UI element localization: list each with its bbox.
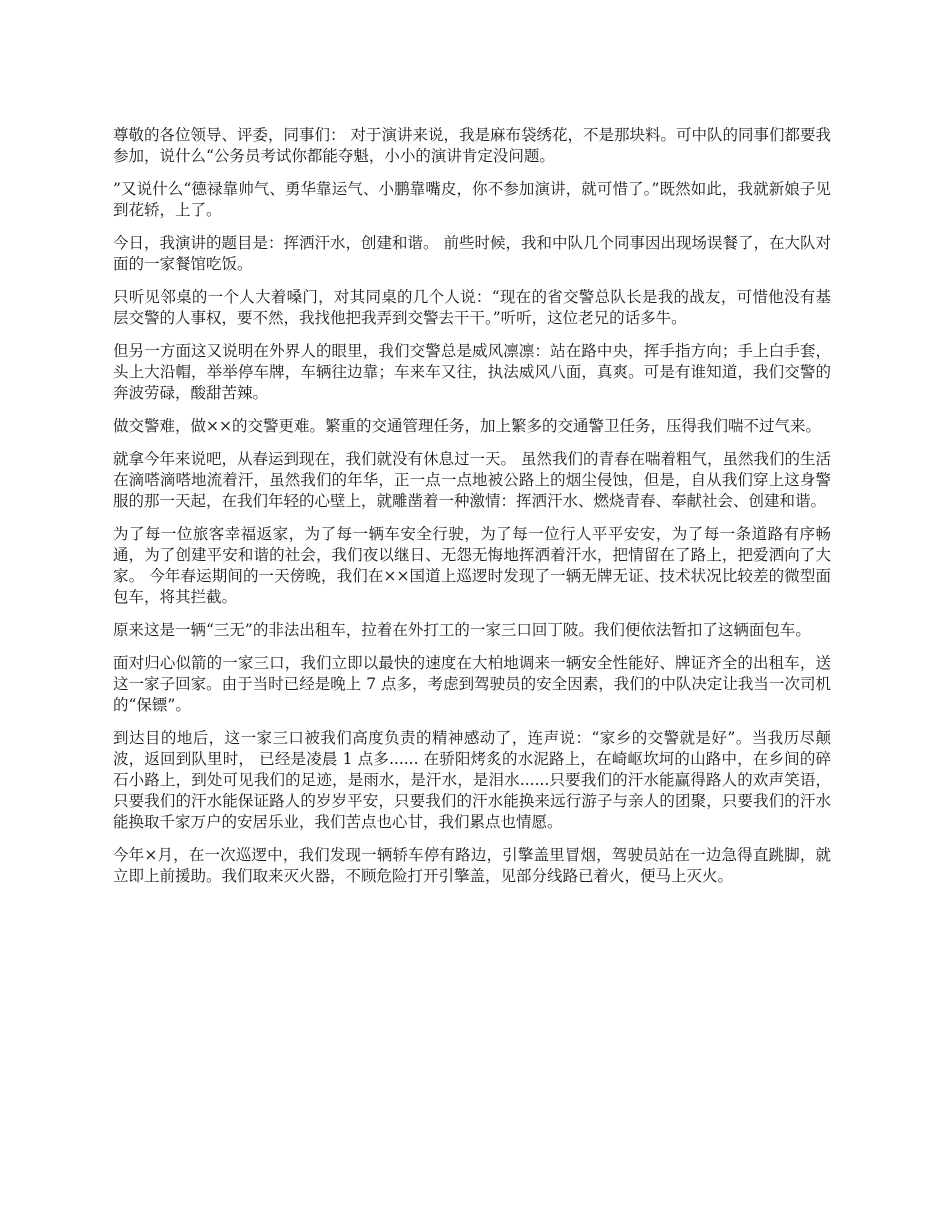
paragraph-11: 到达目的地后，这一家三口被我们高度负责的精神感动了，连声说：“家乡的交警就是好”。当我历尽颠波，返回到队里时， 已经是凌晨 1 点多...... 在骄阳烤炙的水泥路上，在崎岖坎坷的山路中，在乡间的碎石小路上，到处可见我们的足迹，是雨水，是汗水，是泪水......只要我们的汗水能赢得路人的欢声笑语，只要我们的汗水能保证路人的岁岁平安，只要我们的汗水能换来远行游子与亲人的团聚，只要我们的汗水能换取千家万户的安居乐业，我们苦点也心甘，我们累点也情愿。	[113, 729, 831, 831]
paragraph-9: 原来这是一辆“三无”的非法出租车，拉着在外打工的一家三口回丁陂。我们便依法暂扣了这辆面包车。	[113, 621, 811, 639]
paragraph-8: 为了每一位旅客幸福返家，为了每一辆车安全行驶，为了每一位行人平平安安，为了每一条道路有序畅通，为了创建平安和谐的社会，我们夜以继日、无怨无悔地挥洒着汗水，把情留在了路上，把爱洒向了大家。 今年春运期间的一天傍晚，我们在××国道上巡逻时发现了一辆无牌无证、技术状况比较差的微型面包车，将其拦截。	[113, 525, 831, 606]
paragraph-10: 面对归心似箭的一家三口，我们立即以最快的速度在大柏地调来一辆安全性能好、牌证齐全的出租车，送这一家子回家。由于当时已经是晚上 7 点多，考虑到驾驶员的安全因素，我们的中队决定让我当一次司机的“保镖”。	[113, 654, 831, 714]
paragraph-6: 做交警难，做××的交警更难。繁重的交通管理任务，加上繁多的交通警卫任务，压得我们喘不过气来。	[113, 417, 821, 435]
paragraph-12: 今年×月，在一次巡逻中，我们发现一辆轿车停有路边，引擎盖里冒烟，驾驶员站在一边急得直跳脚，就立即上前援助。我们取来灭火器，不顾危险打开引擎盖，见部分线路已着火，便马上灭火。	[113, 846, 831, 885]
document-body	[113, 125, 831, 899]
paragraph-5: 但另一方面这又说明在外界人的眼里，我们交警总是威风凛凛：站在路中央，挥手指方向；手上白手套，头上大沿帽，举举停车牌，车辆往边靠；车来车又往，执法威风八面，真爽。可是有谁知道，我们交警的奔波劳碌，酸甜苦辣。	[113, 342, 831, 402]
paragraph-7: 就拿今年来说吧，从春运到现在，我们就没有休息过一天。 虽然我们的青春在喘着粗气，虽然我们的生活在滴嗒滴嗒地流着汗，虽然我们的年华，正一点一点地被公路上的烟尘侵蚀，但是，自从我们穿上这身警服的那一天起，在我们年轻的心壁上，就雕凿着一种激情：挥洒汗水、燃烧青春、奉献社会、创建和谐。	[113, 450, 831, 510]
paragraph-1: 尊敬的各位领导、评委，同事们： 对于演讲来说，我是麻布袋绣花，不是那块料。可中队的同事们都要我参加，说什么“公务员考试你都能夺魁，小小的演讲肯定没问题。	[113, 126, 831, 165]
paragraph-2: ”又说什么“德禄靠帅气、勇华靠运气、小鹏靠嘴皮，你不参加演讲，就可惜了。”既然如此，我就新娘子见到花轿，上了。	[113, 180, 831, 219]
paragraph-3: 今日，我演讲的题目是：挥洒汗水，创建和谐。 前些时候，我和中队几个同事因出现场误餐了，在大队对面的一家餐馆吃饭。	[113, 234, 831, 273]
paragraph-4: 只听见邻桌的一个人大着嗓门，对其同桌的几个人说：“现在的省交警总队长是我的战友，可惜他没有基层交警的人事权，要不然，我找他把我弄到交警去干干。”听听，这位老兄的话多牛。	[113, 288, 831, 327]
